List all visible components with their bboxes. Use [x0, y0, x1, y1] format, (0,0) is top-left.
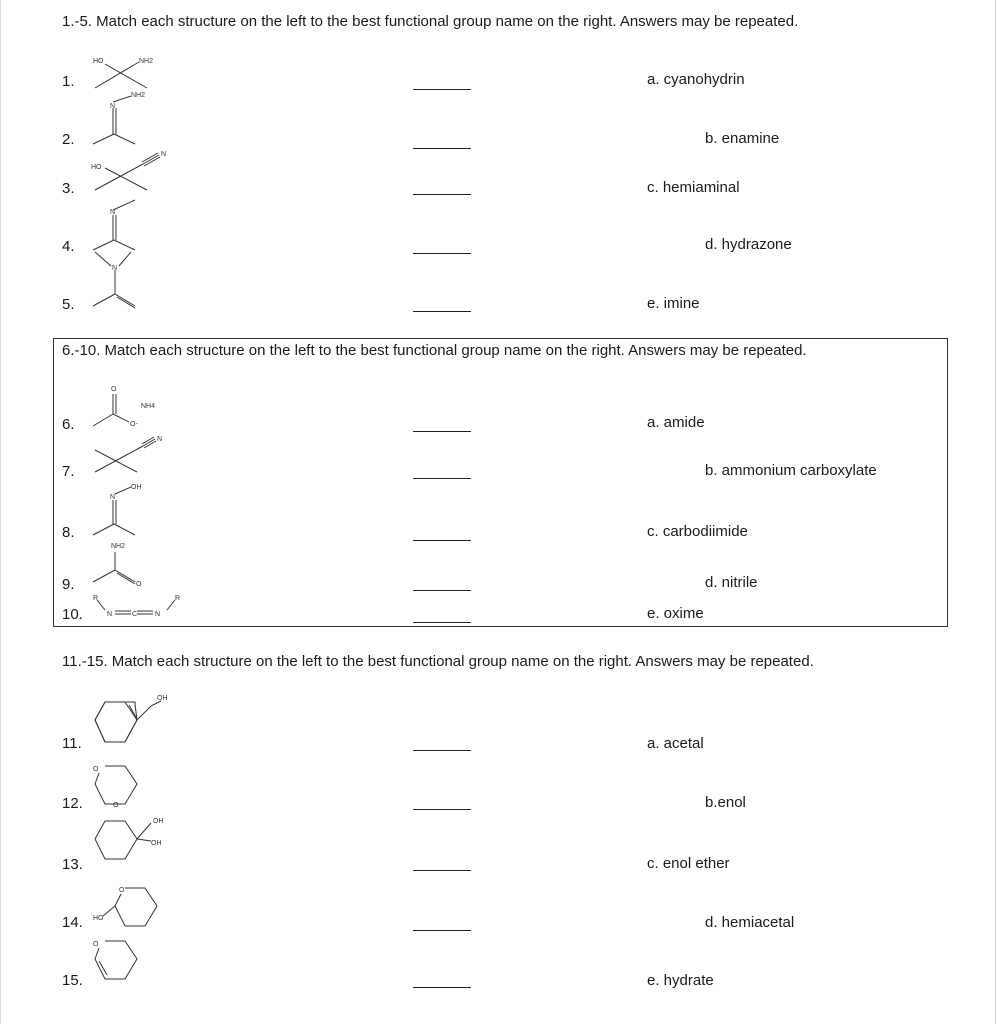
section-1-heading: 1.-5. Match each structure on the left to the best functional group name on the right. Answers may be repeated. — [62, 13, 799, 30]
svg-text:OH: OH — [157, 695, 168, 702]
answer-blank-14[interactable] — [413, 930, 471, 931]
svg-text:N: N — [112, 265, 118, 272]
svg-text:OH: OH — [131, 484, 142, 491]
question-number-1: 1. — [62, 73, 75, 90]
choice-2b: b. ammonium carboxylate — [705, 462, 877, 479]
choice-1e: e. imine — [647, 295, 700, 312]
question-number-13: 13. — [62, 856, 83, 873]
question-number-8: 8. — [62, 524, 75, 541]
choice-3b: b.enol — [705, 794, 746, 811]
structure-11-enol-structure — [91, 690, 181, 748]
choice-2e: e. oxime — [647, 605, 704, 622]
structure-5-enamine-structure — [91, 250, 161, 310]
choice-1c: c. hemiaminal — [647, 179, 740, 196]
section-2-heading: 6.-10. Match each structure on the left to the best functional group name on the right. Answers may be repeated. — [62, 342, 807, 359]
answer-blank-9[interactable] — [413, 590, 471, 591]
structure-4-imine-structure — [91, 198, 161, 253]
svg-text:N: N — [110, 103, 116, 110]
choice-3d: d. hemiacetal — [705, 914, 795, 931]
svg-text:OH: OH — [151, 840, 162, 847]
svg-text:NH2: NH2 — [131, 92, 146, 99]
svg-text:C: C — [132, 611, 138, 618]
choice-3c: c. enol ether — [647, 855, 730, 872]
question-number-6: 6. — [62, 416, 75, 433]
answer-blank-4[interactable] — [413, 253, 471, 254]
question-number-2: 2. — [62, 131, 75, 148]
svg-text:OH: OH — [153, 818, 164, 825]
structure-9-amide-structure — [91, 542, 161, 590]
choice-3e: e. hydrate — [647, 972, 714, 989]
svg-text:O: O — [93, 941, 99, 948]
svg-text:HO: HO — [93, 915, 104, 922]
answer-blank-3[interactable] — [413, 194, 471, 195]
question-number-7: 7. — [62, 463, 75, 480]
svg-text:N: N — [157, 436, 163, 443]
choice-2d: d. nitrile — [705, 574, 758, 591]
svg-text:N: N — [155, 611, 161, 618]
structure-8-oxime-structure — [91, 480, 161, 540]
svg-text:N: N — [110, 494, 116, 501]
structure-12-acetal-structure — [91, 760, 161, 810]
answer-blank-10[interactable] — [413, 622, 471, 623]
svg-text:NH2: NH2 — [111, 543, 126, 550]
choice-3a: a. acetal — [647, 735, 704, 752]
question-number-4: 4. — [62, 238, 75, 255]
question-number-3: 3. — [62, 180, 75, 197]
question-number-14: 14. — [62, 914, 83, 931]
structure-3-cyanohydrin-structure — [91, 150, 181, 195]
svg-text:O: O — [113, 802, 119, 809]
question-number-11: 11. — [62, 735, 82, 752]
choice-1d: d. hydrazone — [705, 236, 792, 253]
structure-13-hydrate-structure — [91, 815, 181, 865]
svg-text:HO: HO — [91, 164, 102, 171]
answer-blank-11[interactable] — [413, 750, 471, 751]
svg-text:R: R — [175, 595, 181, 602]
choice-2c: c. carbodiimide — [647, 523, 748, 540]
question-number-12: 12. — [62, 795, 83, 812]
section-3-heading: 11.-15. Match each structure on the left to the best functional group name on the right. Answers may be repeated. — [62, 653, 814, 670]
answer-blank-5[interactable] — [413, 311, 471, 312]
question-number-10: 10. — [62, 606, 83, 623]
answer-blank-2[interactable] — [413, 148, 471, 149]
structure-6-ammonium-carboxylate-structure — [91, 382, 171, 432]
svg-text:R: R — [93, 595, 99, 602]
choice-2a: a. amide — [647, 414, 705, 431]
svg-text:O: O — [111, 386, 117, 393]
svg-text:NH4: NH4 — [141, 403, 156, 410]
choice-1b: b. enamine — [705, 130, 780, 147]
answer-blank-8[interactable] — [413, 540, 471, 541]
answer-blank-12[interactable] — [413, 809, 471, 810]
answer-blank-6[interactable] — [413, 431, 471, 432]
svg-text:HO: HO — [93, 58, 104, 65]
svg-text:O: O — [136, 581, 142, 588]
svg-text:N: N — [107, 611, 113, 618]
question-number-9: 9. — [62, 576, 75, 593]
section-2-box — [53, 338, 948, 627]
answer-blank-7[interactable] — [413, 478, 471, 479]
structure-15-enol-ether-structure — [91, 935, 161, 985]
svg-text:O: O — [93, 766, 99, 773]
structure-14-hemiacetal-structure — [91, 878, 181, 933]
svg-text:O-: O- — [130, 421, 138, 428]
svg-text:O: O — [119, 887, 125, 894]
svg-text:N: N — [110, 209, 116, 216]
structure-1-hemiaminal-structure — [91, 52, 161, 92]
structure-2-hydrazone-structure — [91, 88, 161, 148]
answer-blank-13[interactable] — [413, 870, 471, 871]
question-number-15: 15. — [62, 972, 83, 989]
answer-blank-15[interactable] — [413, 987, 471, 988]
structure-7-nitrile-structure — [91, 432, 181, 477]
svg-text:N: N — [161, 151, 167, 158]
question-number-5: 5. — [62, 296, 75, 313]
structure-10-carbodiimide-structure — [91, 592, 191, 622]
svg-text:NH2: NH2 — [139, 58, 154, 65]
answer-blank-1[interactable] — [413, 89, 471, 90]
choice-1a: a. cyanohydrin — [647, 71, 745, 88]
